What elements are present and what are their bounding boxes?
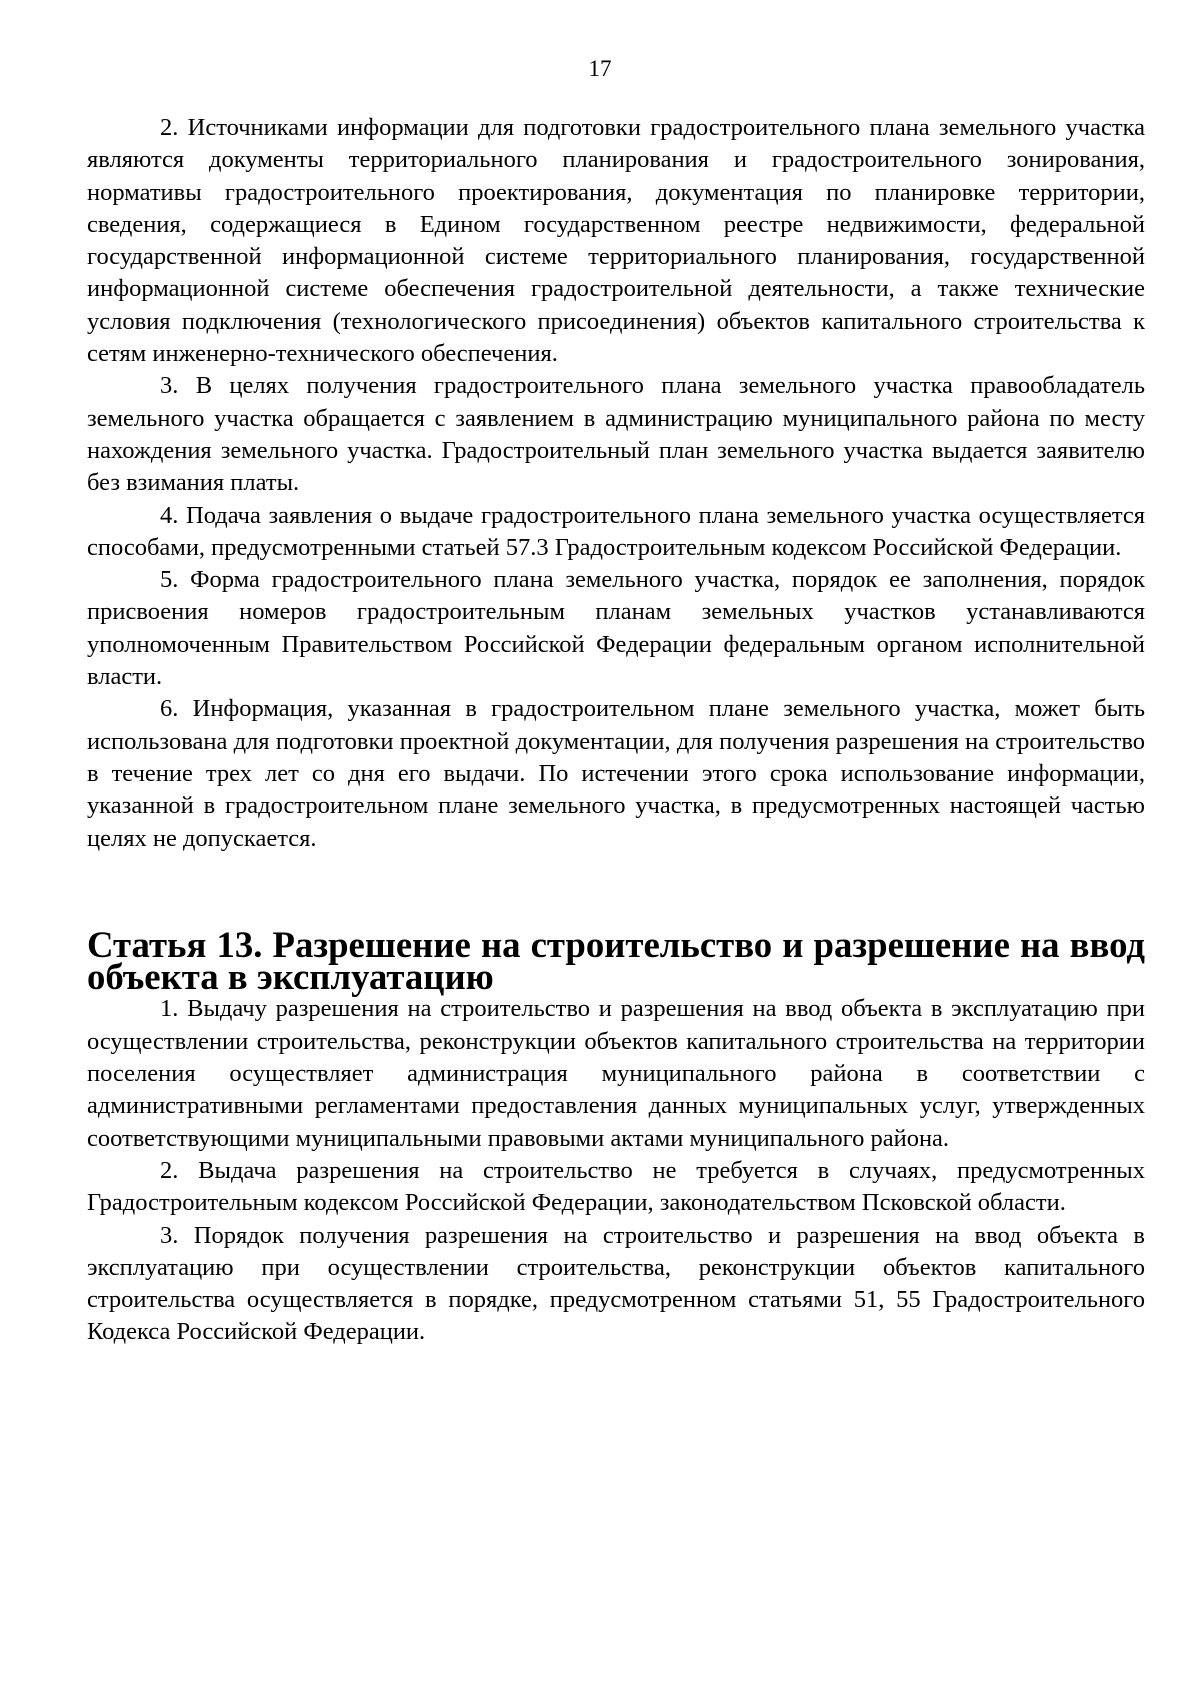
paragraph-4-submission-methods: 4. Подача заявления о выдаче градостроительного плана земельного участка осуществляется способами, предусмотренными статьей 57.3 Градостроительным кодексом Российской Федерации. [87, 501, 1145, 561]
article-13-paragraph-2: 2. Выдача разрешения на строительство не требуется в случаях, предусмотренных Градостроительным кодексом Российской Федерации, законодательством Псковской области. [87, 1156, 1145, 1217]
paragraph-6-validity: 6. Информация, указанная в градостроительном плане земельного участка, может быть использована для подготовки проектной документации, для получения разрешения на строительство в течение трех лет со дня его выдачи. По истечении этого срока использование информации, указанной в градостроительном плане земельного участка, в предусмотренных настоящей частью целях не допускается. [87, 695, 1145, 852]
article-13-paragraph-3: 3. Порядок получения разрешения на строительство и разрешения на ввод объекта в эксплуатацию при осуществлении строительства, реконструкции объектов капитального строительства осуществляется в порядке, предусмотренном статьями 51, 55 Градостроительного Кодекса Российской Федерации. [87, 1221, 1145, 1346]
article-13-heading: Статья 13. Разрешение на строительство и разрешение на ввод объекта в эксплуатацию [87, 923, 1145, 998]
document-body [87, 112, 1145, 1349]
paragraph-5-plan-form: 5. Форма градостроительного плана земельного участка, порядок ее заполнения, порядок присвоения номеров градостроительным планам земельных участков устанавливаются уполномоченным Правительством Российской Федерации федеральным органом исполнительной власти. [87, 566, 1145, 691]
paragraph-3-application: 3. В целях получения градостроительного плана земельного участка правообладатель земельного участка обращается с заявлением в администрацию муниципального района по месту нахождения земельного участка. Градостроительный план земельного участка выдается заявителю без взимания платы. [87, 372, 1145, 497]
paragraph-2-information-sources: 2. Источниками информации для подготовки градостроительного плана земельного участка являются документы территориального планирования и градостроительного зонирования, нормативы градостроительного проектирования, документация по планировке территории, сведения, содержащиеся в Едином государственном реестре недвижимости, федеральной государственной информационной системе территориального планирования, государственной информационной системе обеспечения градостроительной деятельности, а также технические условия подключения (технологического присоединения) объектов капитального строительства к сетям инженерно-технического обеспечения. [87, 114, 1145, 368]
section-gradplan-sources [87, 112, 1145, 855]
article-13-paragraph-1: 1. Выдачу разрешения на строительство и разрешения на ввод объекта в эксплуатацию при осуществлении строительства, реконструкции объектов капитального строительства на территории поселения осуществляет администрация муниципального района в соответствии с административными регламентами предоставления данных муниципальных услуг, утвержденных соответствующими муниципальными правовыми актами муниципального района. [87, 995, 1145, 1152]
page-number: 17 [588, 56, 612, 81]
article-13 [87, 923, 1145, 1349]
